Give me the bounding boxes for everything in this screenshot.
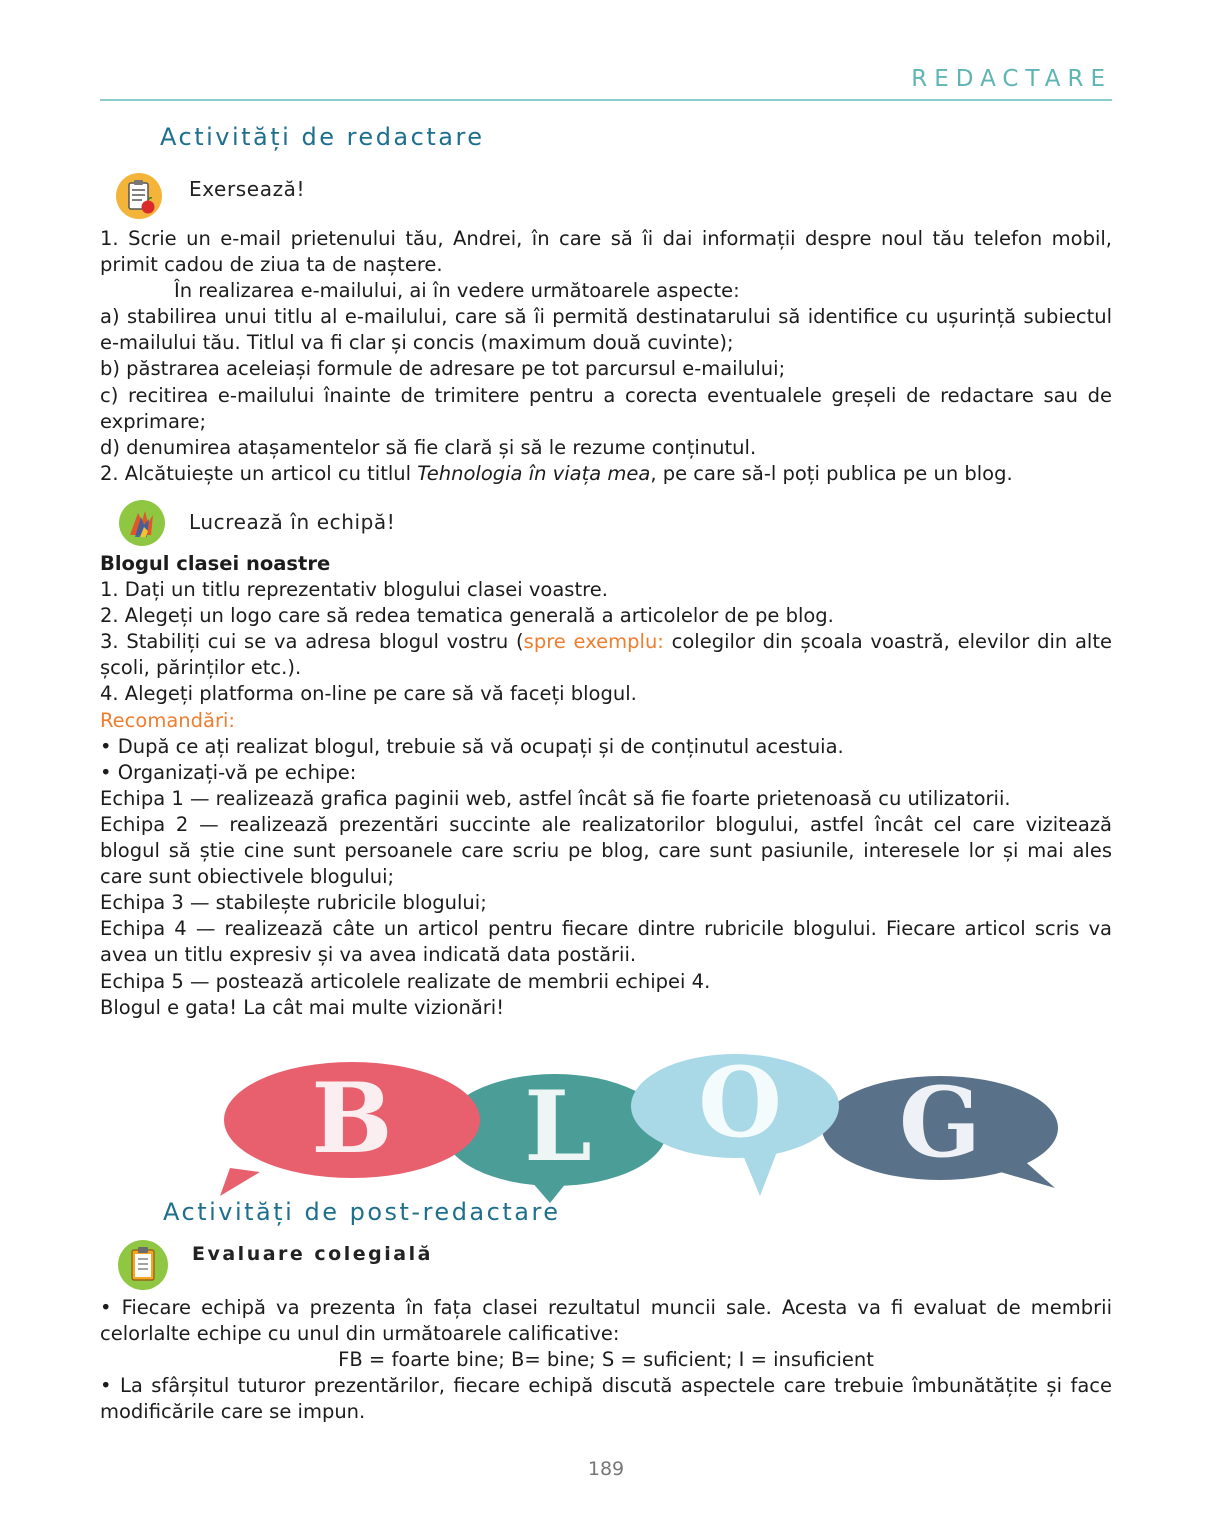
example-highlight: spre exemplu: (523, 630, 664, 654)
header-divider (100, 99, 1112, 101)
blog-letter-b: B (311, 1062, 393, 1175)
blog-letter-l: L (524, 1070, 592, 1183)
exercise-intro: În realizarea e-mailului, ai în vedere următoarele aspecte: (174, 279, 740, 303)
blog-task-1: 1. Dați un titlu reprezentativ blogului clasei voastre. (100, 578, 608, 602)
blog-tasks-block (100, 551, 1112, 1021)
evaluation-paragraph-2: • La sfârșitul tuturor prezentărilor, fiecare echipă discută aspectele care trebuie îmbunătățite și face modificările care se impun. (100, 1374, 1112, 1424)
team-5-line: Echipa 5 — postează articolele realizate de membrii echipei 4. (100, 969, 711, 993)
team-4-line: Echipa 4 — realizează câte un articol pentru fiecare dintre rubricile blogului. Fiecare articol scris va avea un titlu expresiv și va avea indicată data postării. (100, 917, 1112, 967)
blog-closing-line: Blogul e gata! La cât mai multe vizionări! (100, 995, 505, 1019)
article-title: Tehnologia în viața mea (417, 461, 651, 485)
blog-bubble-o (631, 1048, 839, 1196)
blog-task-3: 3. Stabiliți cui se va adresa blogul vostru (spre exemplu: colegilor din școala voastră, elevilor din alte școli, părinților etc.). (100, 630, 1112, 680)
clipboard-apple-icon (115, 172, 163, 220)
blog-task-4: 4. Alegeți platforma on-line pe care să vă faceți blogul. (100, 682, 637, 706)
exercise-item-c: c) recitirea e-mailului înainte de trimitere pentru a corecta eventualele greșeli de redactare sau de exprimare; (100, 383, 1112, 433)
clipboard-checklist-icon (117, 1239, 169, 1291)
blog-letter-o: O (698, 1048, 782, 1159)
exercise-item-d: d) denumirea atașamentelor să fie clară și să le rezume conținutul. (100, 435, 757, 459)
running-header: REDACTARE (911, 66, 1112, 92)
exercise-label: Exersează! (189, 177, 306, 201)
section-title-redactare: Activități de redactare (160, 123, 485, 151)
recommendations-label: Recomandări: (100, 708, 235, 732)
exercise-item-b: b) păstrarea aceleiași formule de adresare pe tot parcursul e-mailului; (100, 357, 786, 381)
team-2-line: Echipa 2 — realizează prezentări succinte ale realizatorilor blogului, astfel încât cel care vizitează blogul să știe cine sunt persoanele care scriu pe blog, care sunt pasiunile, interesele lor și mai ales care sunt obiectivele blogului; (100, 812, 1112, 889)
blog-letter-g: G (899, 1066, 981, 1179)
exercise-task-2: 2. Alcătuiește un articol cu titlul Tehnologia în viața mea, pe care să-l poți publica pe un blog. (100, 461, 1013, 485)
page-number: 189 (587, 1458, 625, 1480)
blog-banner (220, 1048, 1060, 1203)
recommendation-2: • Organizați-vă pe echipe: (100, 760, 357, 784)
blog-heading: Blogul clasei noastre (100, 552, 331, 575)
team-3-line: Echipa 3 — stabilește rubricile blogului; (100, 891, 487, 915)
evaluation-block (100, 1295, 1112, 1425)
grading-scale: FB = foarte bine; B= bine; S = suficient; I = insuficient (338, 1348, 874, 1372)
blog-bubble-l (443, 1070, 667, 1203)
blog-task-2: 2. Alegeți un logo care să redea tematica generală a articolelor de pe blog. (100, 604, 834, 628)
exercise-block (100, 226, 1112, 487)
team-label: Lucrează în echipă! (189, 510, 396, 534)
evaluation-heading: Evaluare colegială (192, 1243, 433, 1265)
team-1-line: Echipa 1 — realizează grafica paginii web, astfel încât să fie foarte prietenoasă cu utilizatorii. (100, 786, 1011, 810)
exercise-item-a: a) stabilirea unui titlu al e-mailului, care să îi permită destinatarului să identifice cu ușurință subiectul e-mailului tău. Titlul va fi clar și concis (maximum două cuvinte); (100, 305, 1112, 355)
exercise-task-1: 1. Scrie un e-mail prietenului tău, Andrei, în care să îi dai informații despre noul tău telefon mobil, primit cadou de ziua ta de naștere. (100, 227, 1112, 277)
blog-bubble-b (220, 1062, 480, 1196)
blog-bubble-g (822, 1066, 1058, 1188)
evaluation-paragraph-1: • Fiecare echipă va prezenta în fața clasei rezultatul muncii sale. Acesta va fi evaluat de membrii celorlalte echipe cu unul din următoarele calificative: (100, 1296, 1112, 1346)
recommendation-1: • După ce ați realizat blogul, trebuie să vă ocupați și de conținutul acestuia. (100, 734, 844, 758)
section-title-post-redactare: Activități de post-redactare (163, 1198, 561, 1226)
hands-icon (118, 499, 166, 547)
